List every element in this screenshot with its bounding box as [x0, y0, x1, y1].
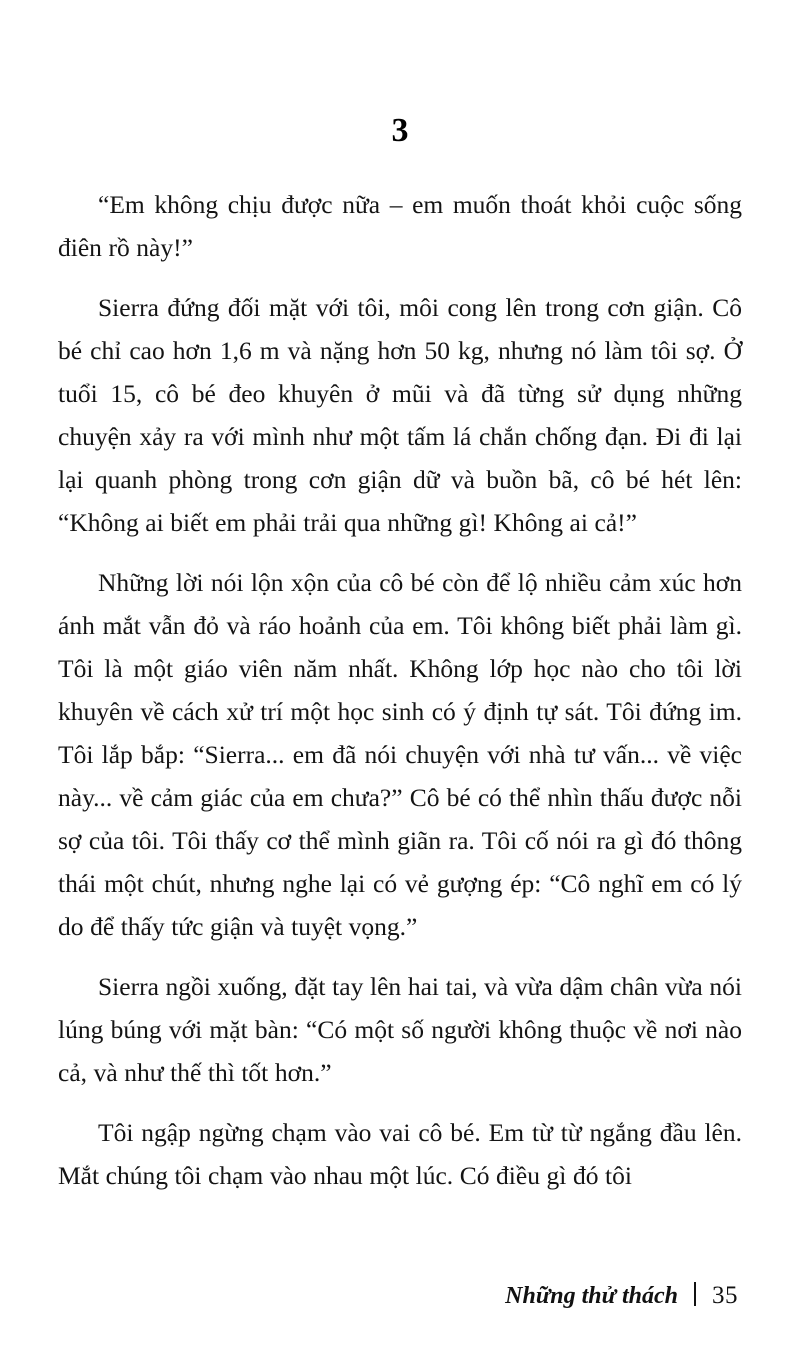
- footer-divider: [694, 1282, 696, 1306]
- footer-book-title: Những thử thách: [505, 1283, 678, 1309]
- page-footer: [0, 1279, 800, 1310]
- paragraph: “Em không chịu được nữa – em muốn thoát khỏi cuộc sống điên rồ này!”: [58, 190, 742, 262]
- paragraph: Sierra ngồi xuống, đặt tay lên hai tai, và vừa dậm chân vừa nói lúng búng với mặt bàn: “Có một số người không thuộc về nơi nào cả, và như thế thì tốt hơn.”: [58, 972, 742, 1087]
- paragraph: Sierra đứng đối mặt với tôi, môi cong lên trong cơn giận. Cô bé chỉ cao hơn 1,6 m và nặng hơn 50 kg, nhưng nó làm tôi sợ. Ở tuổi 15, cô bé đeo khuyên ở mũi và đã từng sử dụng những chuyện xảy ra với mình như một tấm lá chắn chống đạn. Đi đi lại lại quanh phòng trong cơn giận dữ và buồn bã, cô bé hét lên: “Không ai biết em phải trải qua những gì! Không ai cả!”: [58, 293, 742, 537]
- footer-page-number: 35: [712, 1282, 738, 1309]
- paragraph: Những lời nói lộn xộn của cô bé còn để lộ nhiều cảm xúc hơn ánh mắt vẫn đỏ và ráo hoảnh của em. Tôi không biết phải làm gì. Tôi là một giáo viên năm nhất. Không lớp học nào cho tôi lời khuyên về cách xử trí một học sinh có ý định tự sát. Tôi đứng im. Tôi lắp bắp: “Sierra... em đã nói chuyện với nhà tư vấn... về việc này... về cảm giác của em chưa?” Cô bé có thể nhìn thấu được nỗi sợ của tôi. Tôi thấy cơ thể mình giãn ra. Tôi cố nói ra gì đó thông thái một chút, nhưng nghe lại có vẻ gượng ép: “Cô nghĩ em có lý do để thấy tức giận và tuyệt vọng.”: [58, 568, 742, 941]
- paragraph: Tôi ngập ngừng chạm vào vai cô bé. Em từ từ ngắng đầu lên. Mắt chúng tôi chạm vào nhau một lúc. Có điều gì đó tôi: [58, 1118, 742, 1190]
- chapter-number: 3: [391, 112, 409, 149]
- page-body: [0, 183, 800, 1197]
